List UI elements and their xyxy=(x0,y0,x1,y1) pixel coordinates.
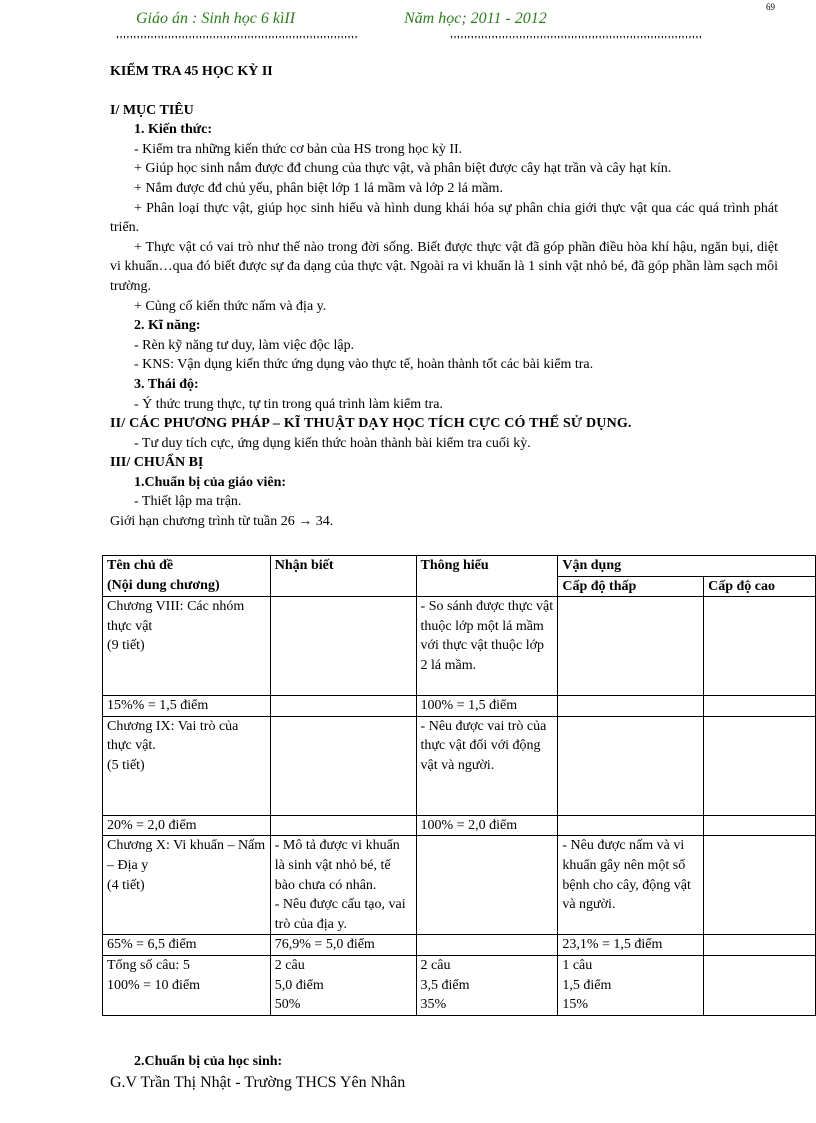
assessment-matrix-table xyxy=(102,555,816,1016)
cell-recognize: 2 câu 5,0 điểm 50% xyxy=(270,955,416,1015)
cell-topic: Chương IX: Vai trò của thực vật. (5 tiết) xyxy=(103,716,271,815)
header-apply-low: Cấp độ thấp xyxy=(558,576,704,597)
cell-apply-low: 23,1% = 1,5 điểm xyxy=(558,935,704,956)
table-row xyxy=(103,716,816,815)
teacher-prep-item: - Thiết lập ma trận. xyxy=(134,494,242,510)
cell-apply-low xyxy=(558,696,704,717)
knowledge-item: + Phân loại thực vật, giúp học sinh hiểu và hình dung khái hóa sự phân chia giới thực vật qua các quá trình phát triển. xyxy=(110,200,778,236)
cell-topic: 65% = 6,5 điểm xyxy=(103,935,271,956)
cell-understand: 2 câu 3,5 điểm 35% xyxy=(416,955,558,1015)
table-header-row xyxy=(103,556,816,577)
knowledge-item: + Giúp học sinh nắm được đđ chung của thực vật, và phân biệt được cây hạt trần và cây hạt kín. xyxy=(134,161,672,177)
cell-apply-low: 1 câu 1,5 điểm 15% xyxy=(558,955,704,1015)
table-row xyxy=(103,815,816,836)
cell-apply-low xyxy=(558,815,704,836)
methods-item: - Tư duy tích cực, ứng dụng kiến thức hoàn thành bài kiểm tra cuối kỳ. xyxy=(134,435,531,451)
cell-apply-low xyxy=(558,716,704,815)
program-limit: Giới hạn chương trình từ tuần 26 → 34. xyxy=(110,514,334,530)
knowledge-item: + Nắm được đđ chủ yếu, phân biệt lớp 1 lá mầm và lớp 2 lá mầm. xyxy=(134,180,503,196)
cell-apply-high xyxy=(704,716,816,815)
cell-topic: Chương VIII: Các nhóm thực vật (9 tiết) xyxy=(103,597,271,696)
section-objectives-heading: I/ MỤC TIÊU xyxy=(110,102,194,118)
cell-apply-high xyxy=(704,696,816,717)
header-apply: Vận dụng xyxy=(558,556,816,577)
cell-apply-high xyxy=(704,597,816,696)
header-dots-right: ''''''''''''''''''''''''''''''''''''''''''''''''''''''''''''''''''''''''' xyxy=(450,34,703,46)
table-row xyxy=(103,696,816,717)
cell-apply-low: - Nêu được nấm và vi khuẩn gây nên một số bệnh cho cây, động vật và người. xyxy=(558,836,704,935)
skills-heading: 2. Kĩ năng: xyxy=(134,318,201,334)
document-title: KIỂM TRA 45 HỌC KỲ II xyxy=(110,64,273,79)
cell-recognize xyxy=(270,716,416,815)
table-row xyxy=(103,597,816,696)
header-topic: Tên chủ đề (Nội dung chương) xyxy=(103,556,271,597)
header-recognize: Nhận biết xyxy=(270,556,416,597)
section-methods-heading: II/ CÁC PHƯƠNG PHÁP – KĨ THUẬT DẠY HỌC TÍCH CỰC CÓ THỂ SỬ DỤNG. xyxy=(110,416,632,432)
cell-apply-low xyxy=(558,597,704,696)
cell-recognize xyxy=(270,597,416,696)
cell-recognize xyxy=(270,696,416,717)
cell-recognize: 76,9% = 5,0 điểm xyxy=(270,935,416,956)
cell-understand xyxy=(416,836,558,935)
footer-author: G.V Trần Thị Nhật - Trường THCS Yên Nhân xyxy=(110,1074,406,1091)
header-understand: Thông hiểu xyxy=(416,556,558,597)
page-number: 69 xyxy=(766,2,775,12)
attitude-heading: 3. Thái độ: xyxy=(134,376,199,392)
cell-understand xyxy=(416,935,558,956)
student-prep-heading: 2.Chuẩn bị của học sinh: xyxy=(134,1054,283,1069)
cell-topic: 15%% = 1,5 điểm xyxy=(103,696,271,717)
cell-understand: - Nêu được vai trò của thực vật đối với động vật và người. xyxy=(416,716,558,815)
document-body xyxy=(110,62,778,532)
section-preparation-heading: III/ CHUẨN BỊ xyxy=(110,455,204,471)
cell-topic: Tổng số câu: 5 100% = 10 điểm xyxy=(103,955,271,1015)
knowledge-item: + Thực vật có vai trò như thế nào trong đời sống. Biết được thực vật đã góp phần điều hòa khí hậu, ngăn bụi, diệt vi khuẩn…qua đó biết được sự đa dạng của thực vật. Ngoài ra vi khuẩn là 1 sinh vật nhỏ bé, đã góp phần làm sạch môi trường. xyxy=(110,239,778,294)
header-school-year: Năm học; 2011 - 2012 xyxy=(404,10,547,27)
cell-topic: Chương X: Vi khuẩn – Nấm – Địa y (4 tiết) xyxy=(103,836,271,935)
cell-apply-high xyxy=(704,935,816,956)
skills-item: - Rèn kỹ năng tư duy, làm việc độc lập. xyxy=(134,337,355,353)
header-subject: Giáo án : Sinh học 6 kìII xyxy=(136,10,296,27)
cell-topic: 20% = 2,0 điểm xyxy=(103,815,271,836)
attitude-item: - Ý thức trung thực, tự tin trong quá trình làm kiểm tra. xyxy=(134,396,443,412)
cell-apply-high xyxy=(704,955,816,1015)
table-row xyxy=(103,935,816,956)
table-row xyxy=(103,836,816,935)
cell-understand: 100% = 1,5 điểm xyxy=(416,696,558,717)
cell-recognize xyxy=(270,815,416,836)
cell-recognize: - Mô tả được vi khuẩn là sinh vật nhỏ bé, tế bào chưa có nhân. - Nêu được cấu tạo, vai trò của địa y. xyxy=(270,836,416,935)
header-apply-high: Cấp độ cao xyxy=(704,576,816,597)
cell-understand: 100% = 2,0 điểm xyxy=(416,815,558,836)
cell-understand: - So sánh được thực vật thuộc lớp một lá mầm với thực vật thuộc lớp 2 lá mầm. xyxy=(416,597,558,696)
table-total-row xyxy=(103,955,816,1015)
skills-item: - KNS: Vận dụng kiến thức ứng dụng vào thực tế, hoàn thành tốt các bài kiểm tra. xyxy=(134,357,594,373)
knowledge-item: - Kiểm tra những kiến thức cơ bản của HS trong học kỳ II. xyxy=(134,141,463,157)
cell-apply-high xyxy=(704,836,816,935)
cell-apply-high xyxy=(704,815,816,836)
header-dots-left: '''''''''''''''''''''''''''''''''''''''''''''''''''''''''''''''''''''' xyxy=(116,34,358,46)
teacher-prep-heading: 1.Chuẩn bị của giáo viên: xyxy=(134,474,287,490)
knowledge-item: + Củng cố kiến thức nấm và địa y. xyxy=(134,298,327,314)
knowledge-heading: 1. Kiến thức: xyxy=(134,122,213,138)
